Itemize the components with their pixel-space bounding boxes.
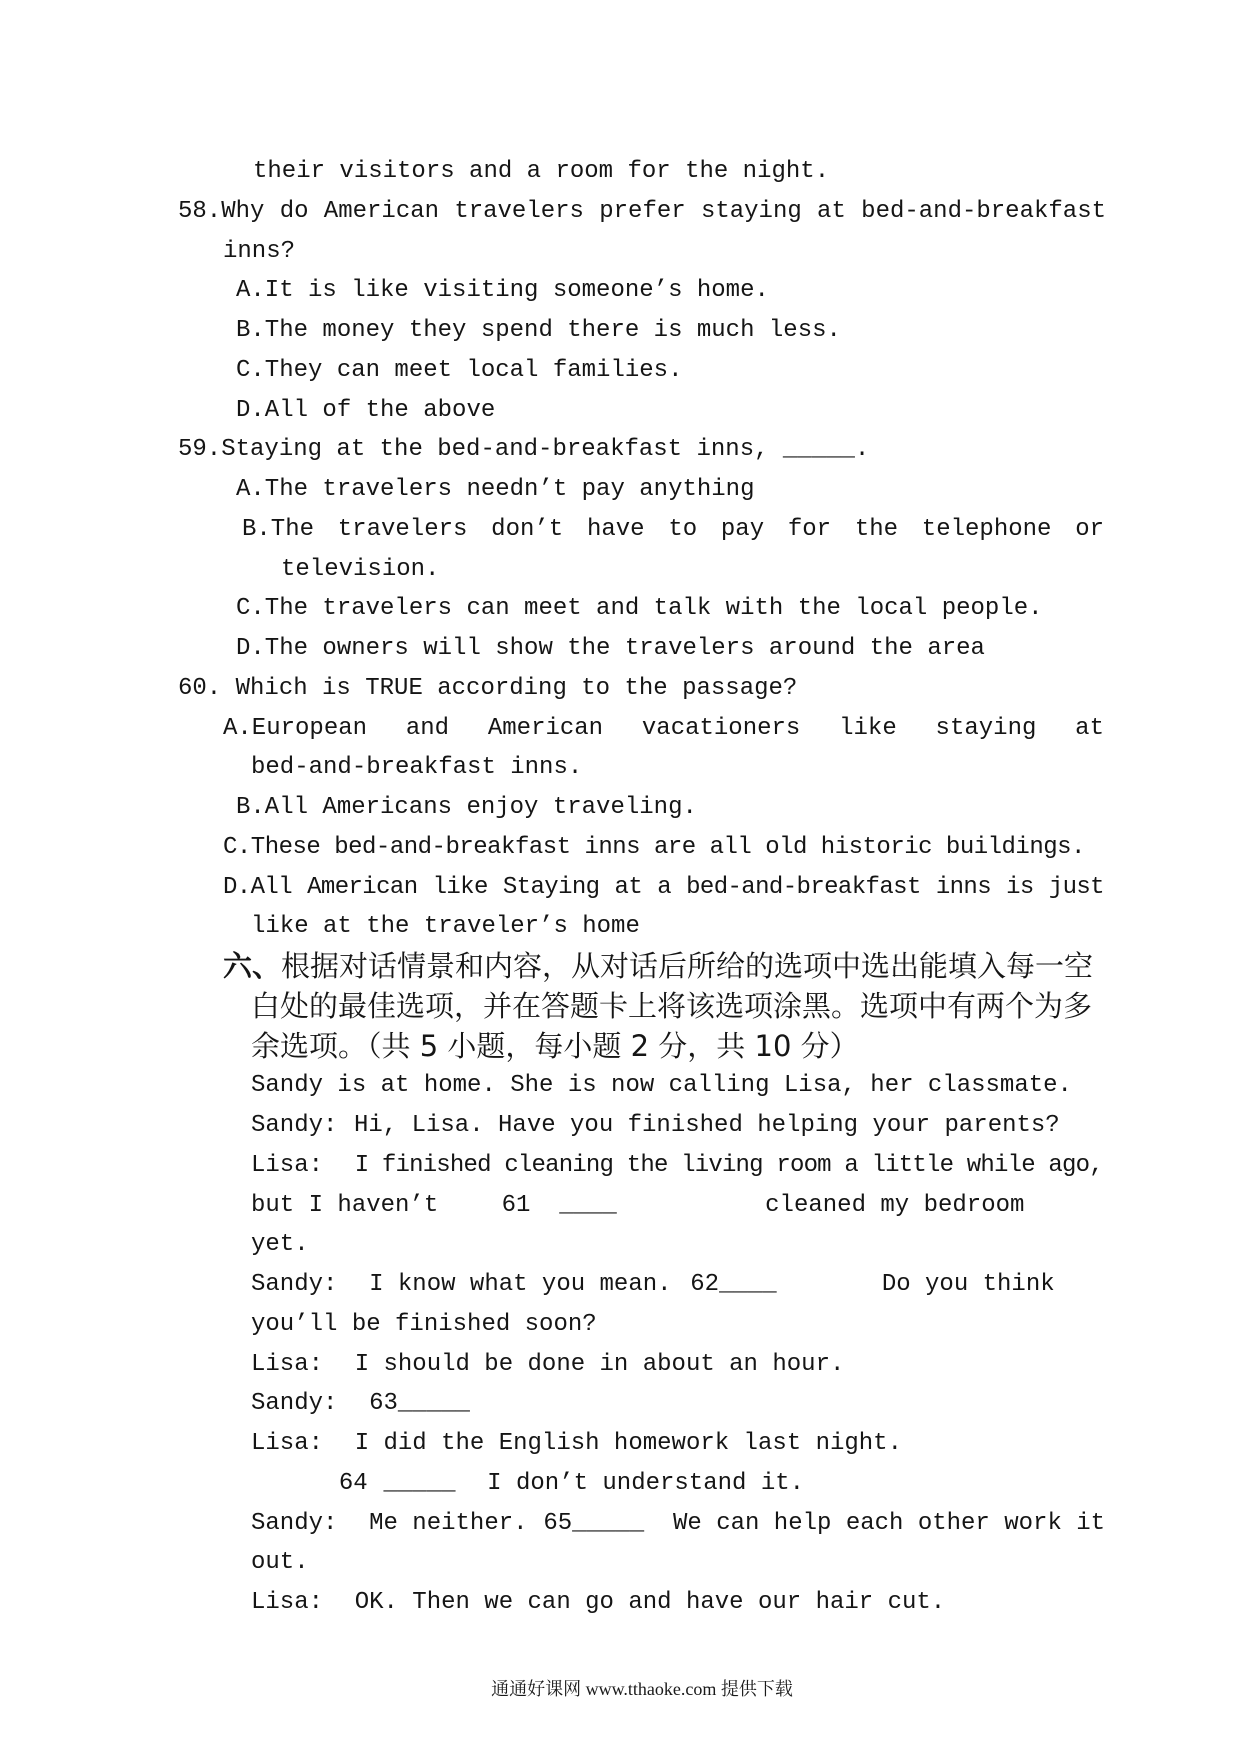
option-60-b: B.All Americans enjoy traveling. [236,794,697,821]
dialogue-line [251,1106,1240,1146]
dialogue-line [251,1146,1240,1186]
section-instructions-line: 根据对话情景和内容，从对话后所给的选项中选出能填入每一空 [281,949,1094,983]
dialogue-intro: Sandy is at home. She is now calling Lisa, her classmate. [251,1072,1072,1100]
option-60-d-continued: like at the traveler’s home [251,913,640,941]
option-59-b-continued: television. [281,555,440,583]
question-60 [0,669,1240,947]
dialogue-line [251,1345,1240,1385]
utterance-text: cleaned my bedroom [765,1191,1025,1219]
section-instructions-line: 白处的最佳选项，并在答题卡上将该选项涂黑。选项中有两个为多 [251,988,1093,1023]
question-60-stem: 60. Which is TRUE according to the passage? [178,674,798,702]
blank-number-65: 65 [543,1509,573,1537]
speaker-label: Lisa: [251,1151,324,1179]
option-58-c: C.They can meet local families. [236,356,683,384]
utterance-text: I know what you mean. [369,1271,672,1298]
blank-number-61: 61 [501,1191,531,1219]
dialogue-line [251,1504,1240,1544]
option-60-a: A.European and American vacationers like staying at [223,714,1104,742]
option-58-a: A.It is like visiting someone’s home. [236,277,769,305]
dialogue-line [251,1384,1240,1424]
answer-blank-63: _____ [397,1390,470,1418]
option-58-d: D.All of the above [236,396,496,424]
option-59-b: B.The travelers don’t have to pay for the telephone or [242,515,1104,543]
option-59-a: A.The travelers needn’t pay anything [236,476,755,503]
option-60-a-continued: bed-and-breakfast inns. [251,754,583,782]
blank-number-62: 62 [690,1271,720,1298]
speaker-label: Lisa: [251,1589,324,1616]
dialogue-line [251,1464,1240,1504]
utterance-text: I finished cleaning the living room a little while ago, [354,1151,1103,1179]
option-59-c: C.The travelers can meet and talk with the local people. [236,595,1043,623]
option-60-d: D.All American like Staying at a bed-and-breakfast inns is just [223,873,1104,901]
option-59-d: D.The owners will show the travelers around the area [236,635,985,662]
speaker-label: Sandy: [251,1271,338,1298]
answer-blank-61: ____ [559,1191,617,1219]
section-6-heading [223,947,1240,987]
utterance-text: but I haven’t [251,1191,439,1219]
question-59 [0,430,1240,669]
dialogue-line [251,1186,1240,1226]
option-60-c: C.These bed-and-breakfast inns are all old historic buildings. [223,833,1085,861]
speaker-label: Sandy: [251,1112,338,1139]
utterance-text: I don’t understand it. [487,1469,805,1497]
page-content [0,152,1240,1623]
question-59-stem: 59.Staying at the bed-and-breakfast inns, _____. [178,436,870,464]
utterance-text: OK. Then we can go and have our hair cut. [354,1589,946,1616]
utterance-text: We can help each other work it [672,1509,1106,1537]
page-footer: 通通好课网 www.tthaoke.com 提供下载 [491,1679,793,1699]
speaker-label: Lisa: [251,1350,324,1378]
section-instructions-line: 余选项。（共 5 小题，每小题 2 分，共 10 分） [251,1028,859,1063]
question-58 [0,192,1240,431]
utterance-text: I did the English homework last night. [354,1430,902,1457]
speaker-label: Sandy: [251,1509,338,1537]
answer-blank-64: _____ [383,1469,456,1497]
utterance-text: I should be done in about an hour. [354,1350,845,1378]
utterance-text: Do you think [881,1271,1055,1298]
dialogue-line: out. [251,1549,309,1577]
utterance-text: Hi, Lisa. Have you finished helping your parents? [353,1112,1060,1139]
answer-blank-65: _____ [572,1509,645,1537]
dialogue-line: you’ll be finished soon? [251,1310,597,1338]
option-58-b: B.The money they spend there is much less. [236,317,841,344]
speaker-label: Lisa: [251,1430,324,1457]
question-58-stem: 58.Why do American travelers prefer staying at bed-and-breakfast [178,197,1106,225]
dialogue-line [251,1265,1240,1305]
section-number: 六、 [223,949,282,983]
answer-blank-62: ____ [719,1271,777,1298]
utterance-text: Me neither. [369,1509,528,1537]
dialogue-line: yet. [251,1231,309,1259]
section-6 [0,947,1240,1623]
question-58-stem-continued: inns? [223,237,296,265]
dialogue-line [251,1583,1240,1623]
blank-number-63: 63 [369,1390,398,1418]
dialogue-line [251,1424,1240,1464]
blank-number-64: 64 [338,1469,368,1497]
passage-tail: their visitors and a room for the night. [253,158,830,185]
speaker-label: Sandy: [251,1390,338,1418]
